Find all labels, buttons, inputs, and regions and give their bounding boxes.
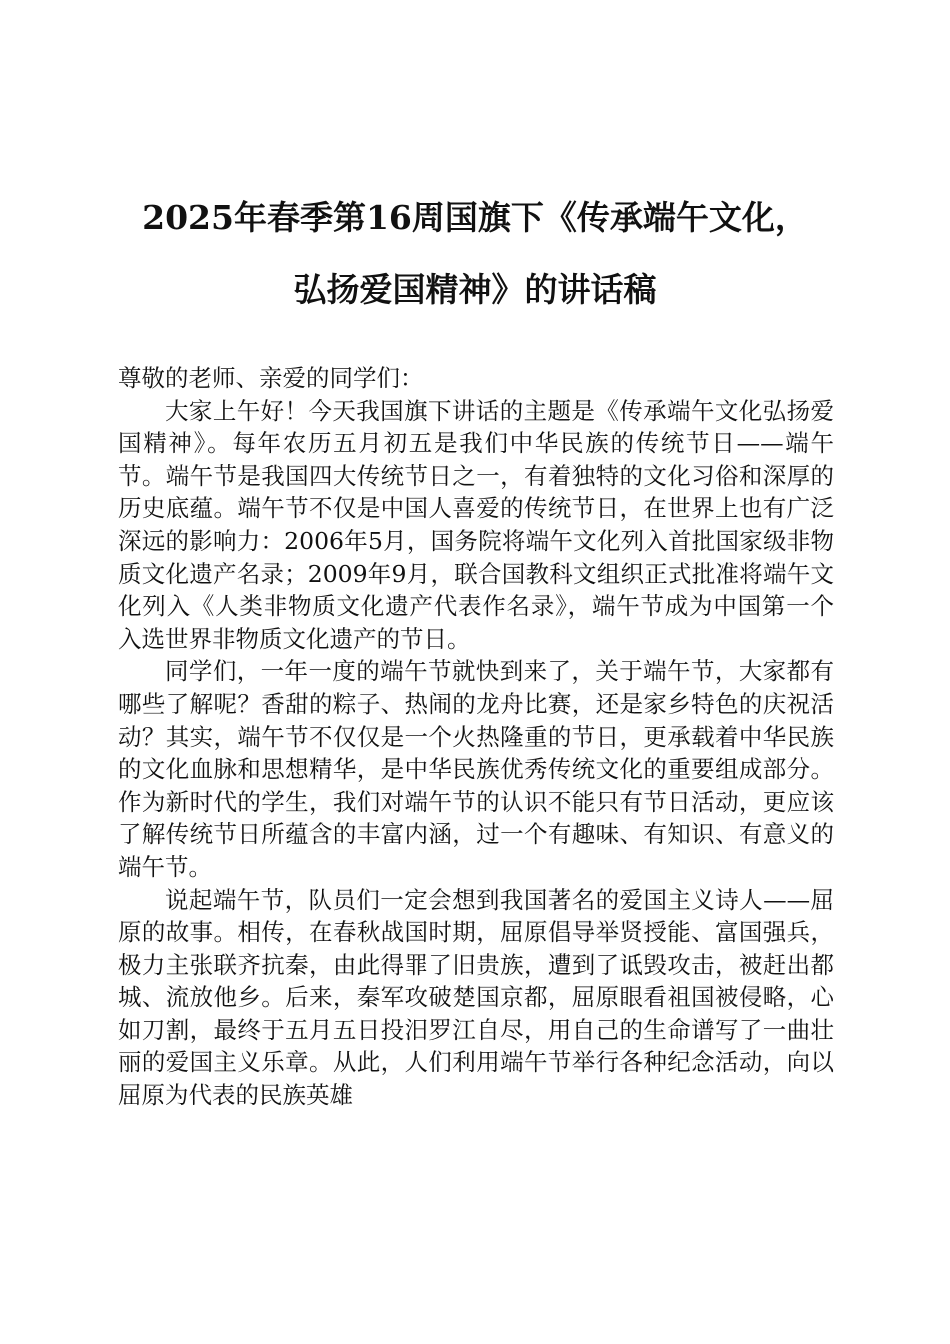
paragraph-3: 说起端午节，队员们一定会想到我国著名的爱国主义诗人——屈原的故事。相传，在春秋战国时期，屈原倡导举贤授能、富国强兵，极力主张联齐抗秦，由此得罪了旧贵族，遭到了诋毁攻击，被赶出都城、流放他乡。后来，秦军攻破楚国京都，屈原眼看祖国被侵略，心如刀割，最终于五月五日投汨罗江自尽，用自己的生命谱写了一曲壮丽的爱国主义乐章。从此，人们利用端午节举行各种纪念活动，向以屈原为代表的民族英雄 xyxy=(118,885,834,1110)
paragraph-2: 同学们，一年一度的端午节就快到来了，关于端午节，大家都有哪些了解呢？香甜的粽子、热闹的龙舟比赛，还是家乡特色的庆祝活动？其实，端午节不仅仅是一个火热隆重的节日，更承载着中华民族的文化血脉和思想精华，是中华民族优秀传统文化的重要组成部分。作为新时代的学生，我们对端午节的认识不能只有节日活动，更应该了解传统节日所蕴含的丰富内涵，过一个有趣味、有知识、有意义的端午节。 xyxy=(118,657,834,881)
document-title-line-1: 2025年春季第16周国旗下《传承端午文化， xyxy=(142,198,808,237)
paragraph-1: 大家上午好！今天我国旗下讲话的主题是《传承端午文化弘扬爱国精神》。每年农历五月初五是我们中华民族的传统节日——端午节。端午节是我国四大传统节日之一，有着独特的文化习俗和深厚的历史底蕴。端午节不仅是中国人喜爱的传统节日，在世界上也有广泛深远的影响力：2006年5月，国务院将端午文化列入首批国家级非物质文化遗产名录；2009年9月，联合国教科文组织正式批准将端午文化列入《人类非物质文化遗产代表作名录》，端午节成为中国第一个入选世界非物质文化遗产的节日。 xyxy=(118,396,834,653)
document-body xyxy=(118,362,834,1112)
document-title-line-2: 弘扬爱国精神》的讲话稿 xyxy=(293,270,657,309)
salutation: 尊敬的老师、亲爱的同学们： xyxy=(118,364,424,392)
